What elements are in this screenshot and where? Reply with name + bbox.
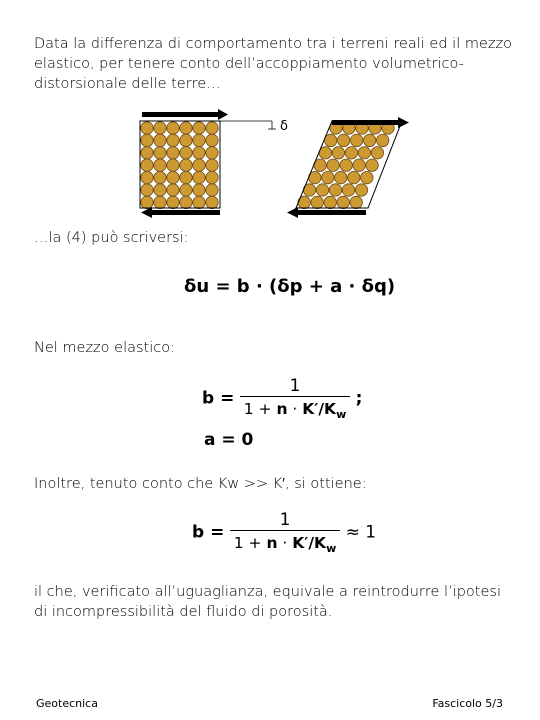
intro-paragraph: Data la differenza di comportamento tra i terreni reali ed il mezzo elastico, per tenere conto dell’accoppiamento volumetrico-distorsionale delle terre… <box>34 36 512 92</box>
den-n: n <box>266 534 278 552</box>
la4-paragraph: …la (4) può scriversi: <box>34 230 189 246</box>
soil-grain <box>364 134 376 146</box>
b-approx-formula <box>192 510 376 555</box>
soil-grain <box>180 184 192 196</box>
pore-pressure-formula-text: δu = b · (δp + a · δq) <box>184 276 396 297</box>
soil-grain <box>322 171 334 183</box>
soil-grain <box>332 147 344 159</box>
a-zero-formula: a = 0 <box>204 430 254 450</box>
soil-grain <box>141 147 153 159</box>
soil-grain <box>361 171 373 183</box>
soil-grain <box>167 184 179 196</box>
soil-grain <box>206 159 218 171</box>
soil-grain <box>193 171 205 183</box>
soil-grain <box>206 134 218 146</box>
soil-grain <box>154 159 166 171</box>
pore-pressure-formula <box>184 276 395 297</box>
soil-grain <box>180 196 192 208</box>
soil-grain <box>180 147 192 159</box>
soil-grain <box>316 184 328 196</box>
b-elastic-numerator: 1 <box>289 376 301 396</box>
soil-grain <box>180 159 192 171</box>
soil-grain <box>180 171 192 183</box>
soil-grain <box>154 171 166 183</box>
b-approx-numerator: 1 <box>279 510 291 530</box>
soil-grain <box>345 147 357 159</box>
den-dot: · <box>277 534 293 552</box>
soil-grain <box>180 122 192 134</box>
b-elastic-fraction <box>240 376 350 421</box>
b-approx-denominator <box>230 530 340 555</box>
b-approx-tail: ≈ 1 <box>345 522 377 543</box>
inoltre-paragraph <box>34 474 514 494</box>
soil-grain <box>327 159 339 171</box>
soil-grain <box>193 184 205 196</box>
soil-grain <box>348 171 360 183</box>
soil-grain <box>193 196 205 208</box>
soil-grain <box>206 184 218 196</box>
footer-page: Fascicolo 5/3 <box>432 697 503 710</box>
soil-grain <box>337 196 349 208</box>
soil-grain <box>335 171 347 183</box>
b-elastic-denominator <box>240 396 350 421</box>
soil-grain <box>206 147 218 159</box>
soil-grain <box>141 184 153 196</box>
conclusion-paragraph: il che, verificato all’uguaglianza, equivale a reintrodurre l’ipotesi di incompressibilità del fluido di porosità. <box>34 584 501 620</box>
soil-grain <box>193 134 205 146</box>
soil-grain <box>193 159 205 171</box>
soil-grain <box>141 159 153 171</box>
b-approx-fraction <box>230 510 340 555</box>
inoltre-text: Inoltre, tenuto conto che Kw >> K′, si ottiene: <box>34 476 367 492</box>
b-approx-lhs: b = <box>192 522 225 543</box>
soil-grain <box>353 159 365 171</box>
sheared-grain-assembly <box>298 122 394 209</box>
soil-grain <box>358 147 370 159</box>
soil-grain <box>167 147 179 159</box>
soil-grain <box>206 196 218 208</box>
soil-grain <box>325 134 337 146</box>
soil-grain <box>351 134 363 146</box>
soil-grain <box>154 184 166 196</box>
den-one: 1 + <box>243 400 277 418</box>
den-dot: · <box>287 400 303 418</box>
soil-grain-diagram <box>130 108 420 223</box>
den-one: 1 + <box>233 534 267 552</box>
soil-grain <box>371 147 383 159</box>
footer-course: Geotecnica <box>36 697 98 710</box>
soil-grain <box>366 159 378 171</box>
square-grain-assembly <box>141 122 218 209</box>
soil-grain <box>340 159 352 171</box>
soil-grain <box>141 196 153 208</box>
soil-grain <box>193 122 205 134</box>
soil-grain <box>154 196 166 208</box>
soil-grain <box>141 122 153 134</box>
soil-grain <box>324 196 336 208</box>
soil-grain <box>350 196 362 208</box>
soil-grain <box>167 134 179 146</box>
top-right-arrow-square <box>142 109 228 120</box>
soil-grain <box>206 171 218 183</box>
den-n: n <box>276 400 288 418</box>
delta-label: δ <box>280 119 288 134</box>
b-elastic-formula <box>202 376 362 421</box>
soil-grain <box>342 184 354 196</box>
soil-grain <box>167 171 179 183</box>
soil-grain <box>377 134 389 146</box>
soil-grain <box>329 184 341 196</box>
soil-grain <box>206 122 218 134</box>
soil-grain <box>154 134 166 146</box>
soil-grain <box>311 196 323 208</box>
soil-grain <box>141 134 153 146</box>
bottom-left-arrow-square <box>141 207 220 218</box>
soil-grain <box>355 184 367 196</box>
soil-grain <box>154 122 166 134</box>
den-sub-w: w <box>326 542 337 555</box>
soil-grain <box>180 134 192 146</box>
b-elastic-lhs: b = <box>202 388 235 409</box>
soil-grain <box>193 147 205 159</box>
b-elastic-semicolon: ; <box>355 388 363 409</box>
den-sub-w: w <box>336 408 347 421</box>
soil-grain <box>167 196 179 208</box>
soil-grain <box>154 147 166 159</box>
soil-grain <box>167 159 179 171</box>
soil-grain <box>167 122 179 134</box>
den-k-ratio: K′/K <box>292 534 327 552</box>
elastic-medium-paragraph: Nel mezzo elastico: <box>34 340 175 356</box>
soil-grain <box>141 171 153 183</box>
den-k-ratio: K′/K <box>302 400 337 418</box>
soil-grain <box>338 134 350 146</box>
